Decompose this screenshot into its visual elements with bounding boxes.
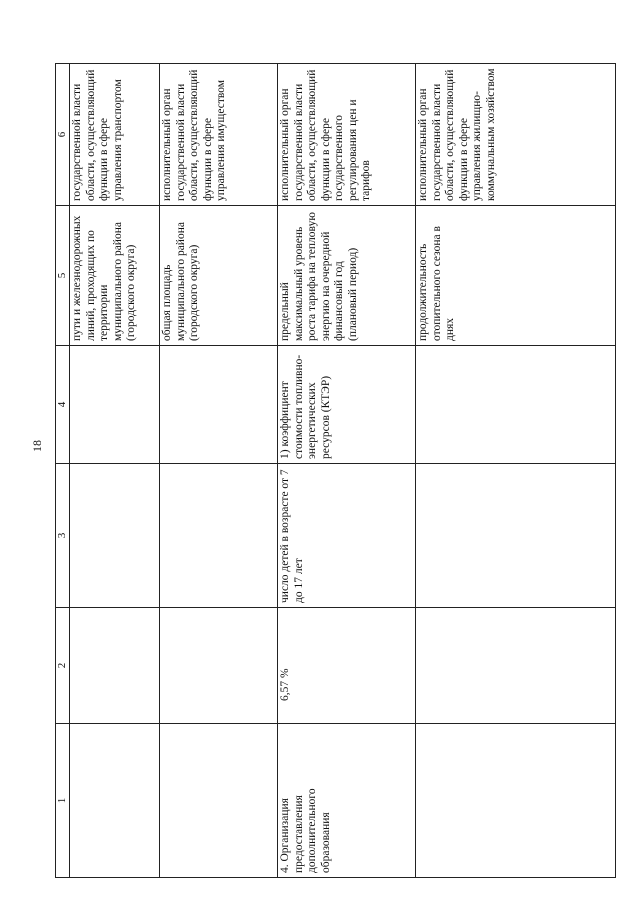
table-cell	[416, 64, 616, 206]
table-cell	[416, 724, 616, 878]
table-cell	[278, 464, 416, 608]
table-row	[70, 64, 160, 878]
column-header: 1	[56, 724, 70, 878]
table-cell	[70, 346, 160, 464]
table-cell	[70, 64, 160, 206]
table-cell	[70, 608, 160, 724]
table-cell	[416, 206, 616, 346]
table-cell	[160, 346, 278, 464]
table-cell	[160, 724, 278, 878]
column-header: 3	[56, 464, 70, 608]
cell-text: исполнительный орган государственной власти области, осуществляющий функции в сфере управления жилищно-коммунальным хозяйством	[417, 68, 497, 201]
cell-text: пути и железнодорожных линий, проходящих по территории муниципального района (городского округа)	[71, 215, 138, 341]
cell-text: продолжительность отопительного сезона в днях	[417, 226, 457, 341]
table-cell	[70, 206, 160, 346]
column-header: 6	[56, 64, 70, 206]
table-cell	[278, 608, 416, 724]
cell-text: 6,57 %	[279, 668, 291, 701]
cell-text: 1) коэффициент стоимости топливно-энергетических ресурсов (КТЭР)	[279, 354, 332, 459]
cell-text: предельный максимальный уровень роста тарифа на тепловую энергию на очередной финансовый год (плановый период)	[279, 212, 359, 341]
table-row	[278, 64, 416, 878]
table-row	[160, 64, 278, 878]
table-cell	[278, 724, 416, 878]
header-row	[56, 64, 70, 878]
column-header: 2	[56, 608, 70, 724]
table-cell	[160, 206, 278, 346]
cell-text: государственной власти области, осуществляющий функции в сфере управления транспортом	[71, 69, 124, 201]
table-cell	[278, 206, 416, 346]
rotated-table-container	[55, 64, 619, 878]
cell-text: общая площадь муниципального района (городского округа)	[161, 222, 201, 341]
cell-text: число детей в возрасте от 7 до 17 лет	[279, 469, 305, 603]
column-header: 5	[56, 206, 70, 346]
page-number: 18	[30, 440, 44, 452]
table-cell	[416, 608, 616, 724]
cell-text: исполнительный орган государственной власти области, осуществляющий функции в сфере государственного регулирования цен и тарифов	[279, 69, 373, 201]
column-header: 4	[56, 346, 70, 464]
cell-text: 4. Организация предоставления дополнительного образования	[279, 788, 332, 873]
table-cell	[278, 64, 416, 206]
data-table	[55, 63, 616, 878]
table-cell	[416, 464, 616, 608]
table-cell	[70, 464, 160, 608]
table-row	[416, 64, 616, 878]
table-cell	[160, 64, 278, 206]
table-cell	[160, 464, 278, 608]
cell-text: исполнительный орган государственной власти области, осуществляющий функции в сфере управления имуществом	[161, 69, 228, 201]
table-cell	[160, 608, 278, 724]
table-cell	[70, 724, 160, 878]
table-cell	[278, 346, 416, 464]
table-cell	[416, 346, 616, 464]
